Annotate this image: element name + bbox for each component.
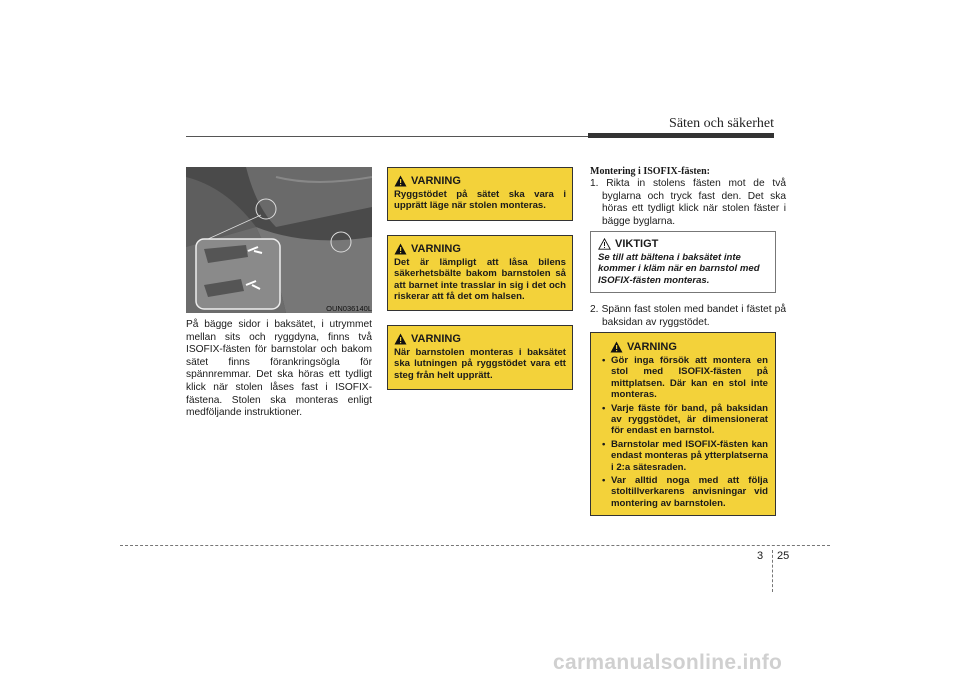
warning-title: VARNING xyxy=(627,341,677,353)
warning-text: Ryggstödet på sätet ska vara i upprätt läge när stolen monteras. xyxy=(394,189,566,212)
warning-box-1 xyxy=(387,167,573,221)
warning-box-3 xyxy=(387,325,573,390)
section-title: Säten och säkerhet xyxy=(669,116,774,131)
page-number: 25 xyxy=(777,550,790,562)
watermark: carmanualsonline.info xyxy=(553,651,783,674)
warning-triangle-icon xyxy=(394,333,407,345)
warning-list xyxy=(598,355,768,509)
intro-paragraph: På bägge sidor i baksätet, i utrymmet mellan sits och ryggdyna, finns två ISOFIX-fästen för barnstolar och bakom sätet finns förankringsögla för spännremmar. Det ska höras ett tydligt klick när stolen låses fast i ISOFIX-fästena. Stolen ska monteras enligt medföljande instruktioner. xyxy=(186,319,372,419)
warning-triangle-icon xyxy=(394,243,407,255)
mounting-heading: Montering i ISOFIX-fästen: xyxy=(590,166,710,177)
warning-box-4 xyxy=(590,332,776,516)
mounting-step-2: 2. Spänn fast stolen med bandet i fästet på baksidan av ryggstödet. xyxy=(590,304,786,328)
warning-list-item: • Varje fäste för band, på baksidan av ryggstödet, är dimensionerat för endast en barnstol. xyxy=(598,403,768,437)
figure-code: OUN036140L xyxy=(326,304,372,313)
warning-text: Det är lämpligt att låsa bilens säkerhetsbälte bakom barnstolen så att barnet inte trasslar in sig i det och riskerar att få det om halsen. xyxy=(394,257,566,303)
warning-list-item: • Barnstolar med ISOFIX-fästen kan endast monteras på ytterplatserna i 2:a sätesraden. xyxy=(598,439,768,473)
warning-list-item: • Gör inga försök att montera en stol med ISOFIX-fästen på mittplatsen. Där kan en stol inte monteras. xyxy=(598,355,768,401)
warning-title: VARNING xyxy=(411,333,461,345)
chapter-number: 3 xyxy=(757,550,764,562)
warning-triangle-icon xyxy=(394,175,407,187)
seat-isofix-photo xyxy=(186,167,372,313)
warning-text: När barnstolen monteras i baksätet ska lutningen på ryggstödet vara ett steg från helt upprätt. xyxy=(394,347,566,381)
warning-title: VARNING xyxy=(411,243,461,255)
mounting-step-1: 1. Rikta in stolens fästen mot de två byglarna och tryck fast den. Det ska höras ett tydligt klick när stolen fäster i bägge byglarna. xyxy=(590,178,786,227)
seat-illustration xyxy=(186,167,372,313)
important-text: Se till att bältena i baksätet inte kommer i kläm när en barnstol med ISOFIX-fästen monteras. xyxy=(598,252,760,286)
warning-triangle-icon xyxy=(610,341,623,353)
warning-box-2 xyxy=(387,235,573,311)
header-rule-accent xyxy=(588,133,774,138)
warning-title: VARNING xyxy=(411,175,461,187)
warning-list-item: • Var alltid noga med att följa stoltillverkarens anvisningar vid montering av barnstolen. xyxy=(598,475,768,509)
page-divider xyxy=(772,550,773,592)
important-box xyxy=(590,231,776,293)
footer-rule xyxy=(120,545,830,546)
caution-triangle-icon xyxy=(598,238,611,250)
important-title: VIKTIGT xyxy=(615,238,659,250)
